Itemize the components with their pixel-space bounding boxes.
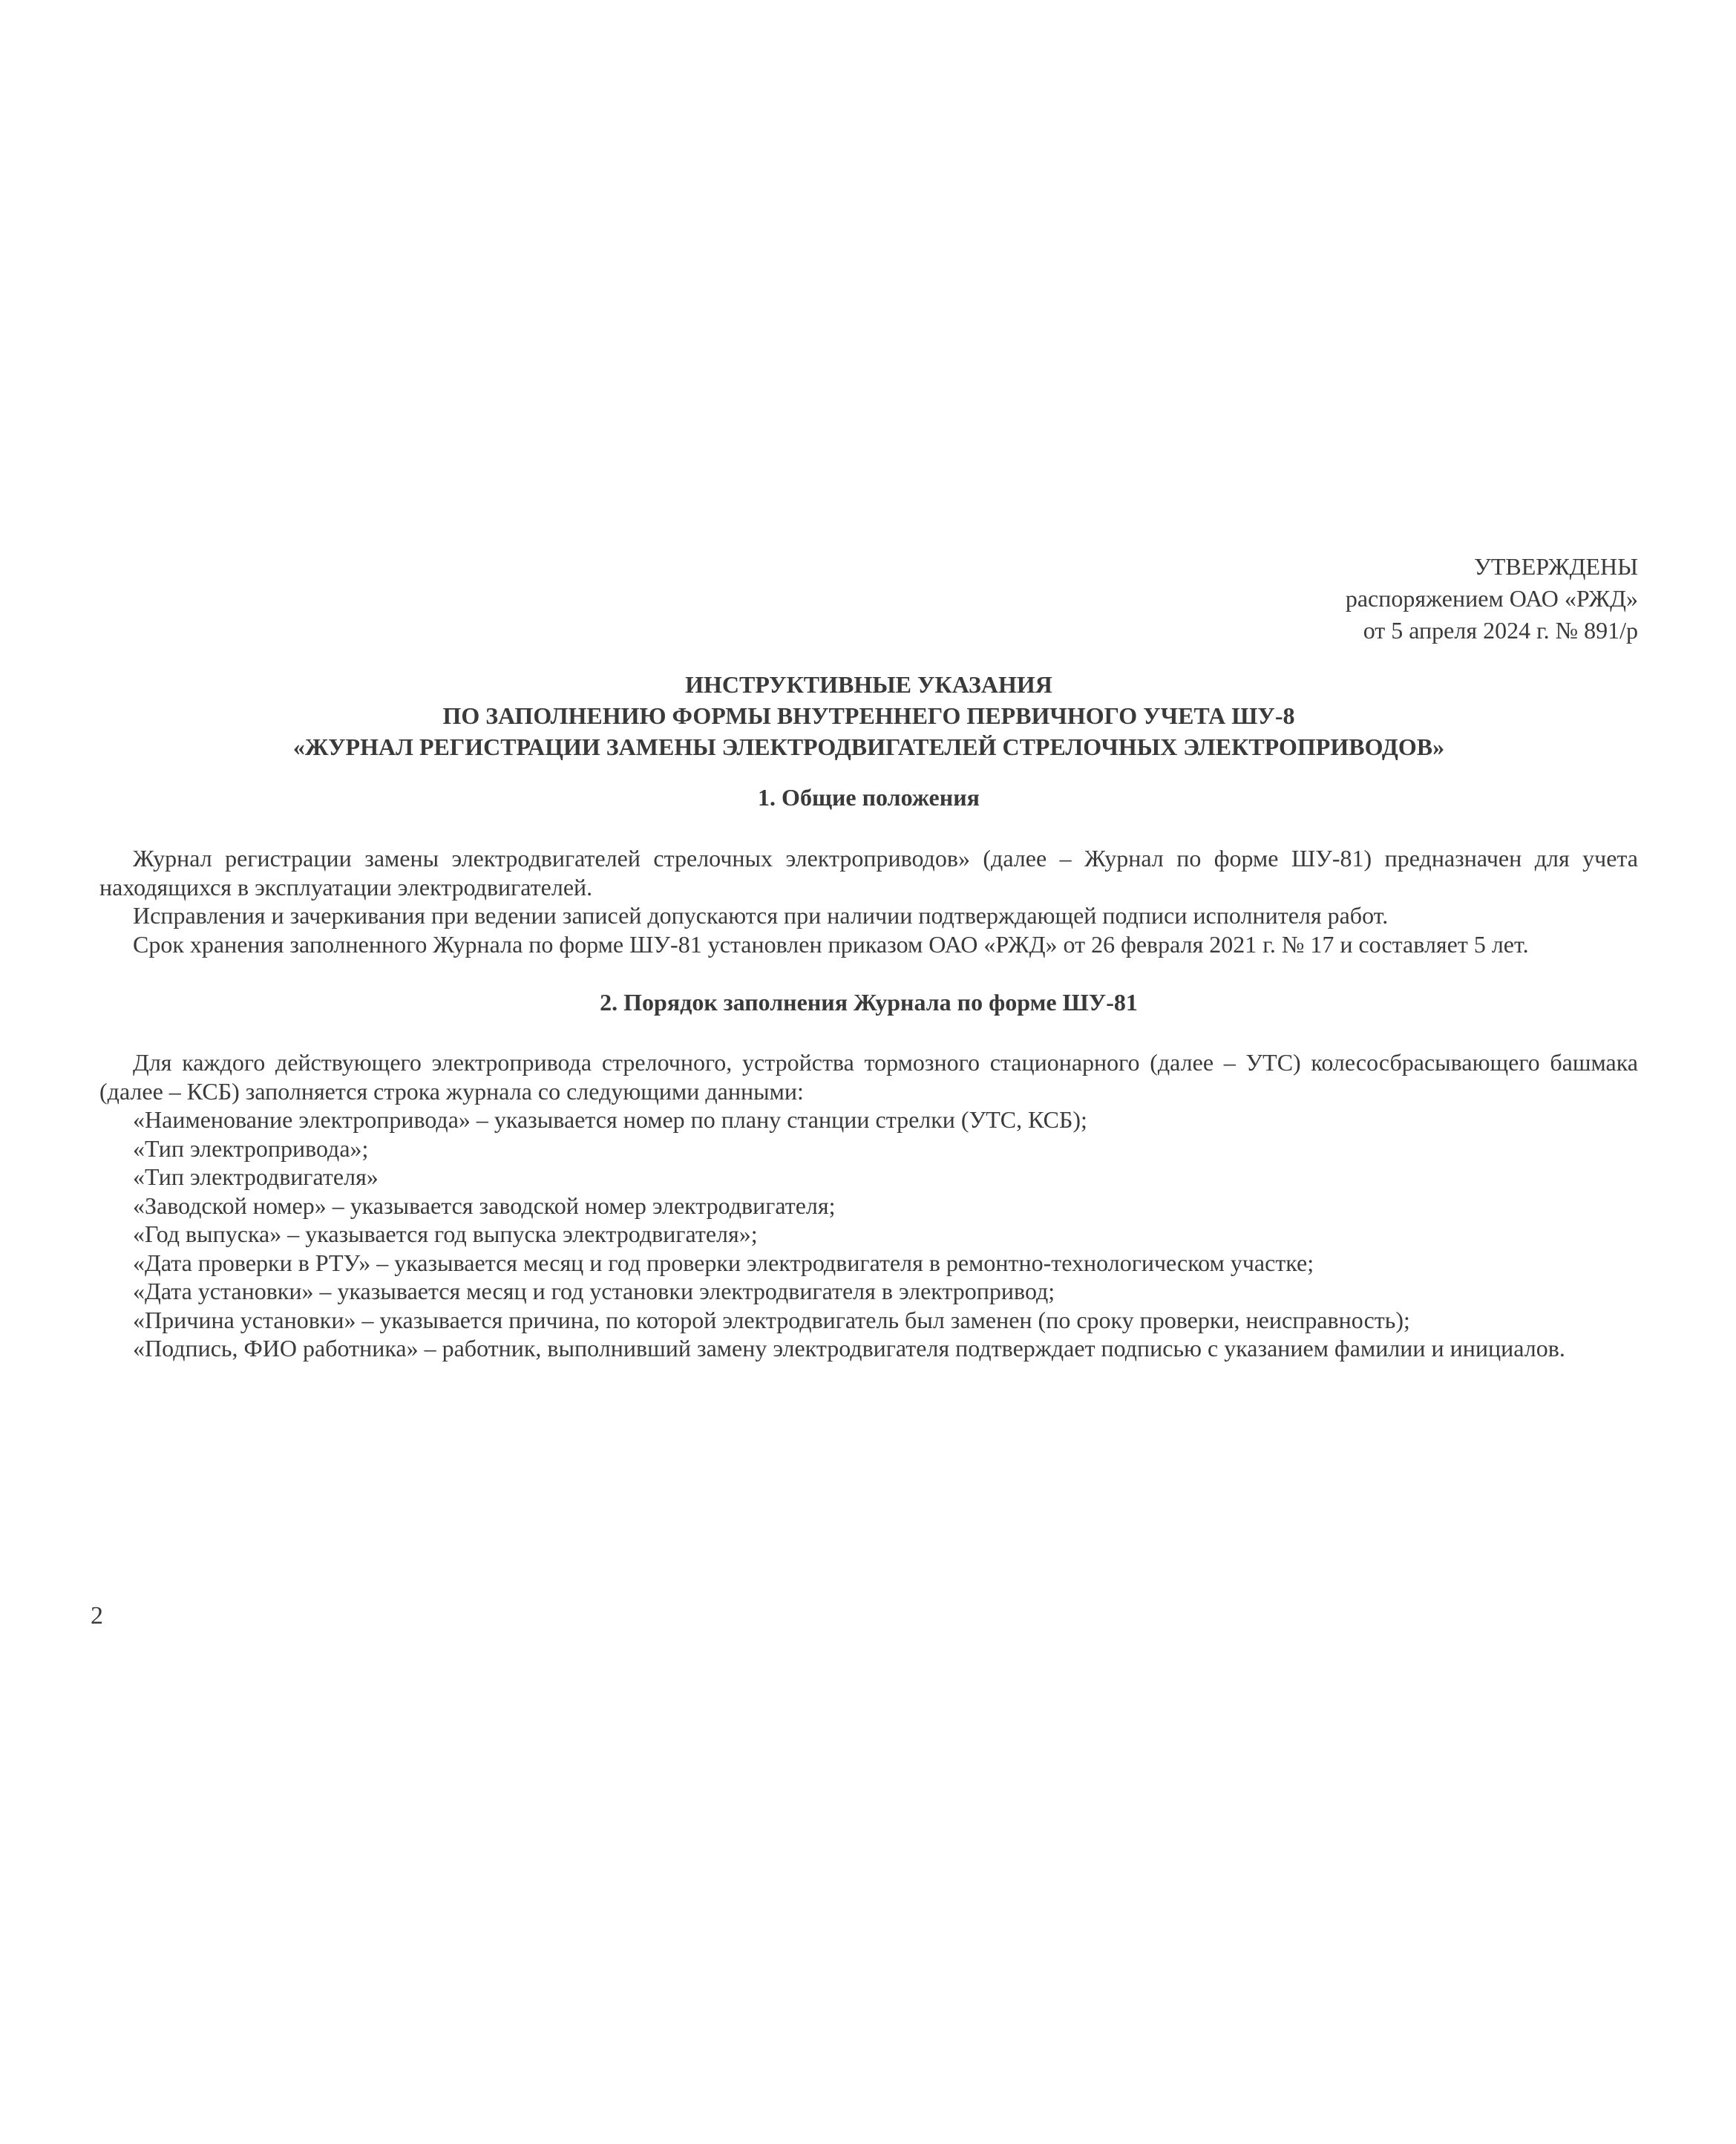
section-2-heading: 2. Порядок заполнения Журнала по форме ШУ-81 <box>600 989 1138 1016</box>
list-item: «Тип электропривода»; <box>133 1134 369 1162</box>
paragraph-line: (далее – КСБ) заполняется строка журнала со следующими данными: <box>99 1077 804 1105</box>
paragraph <box>99 1048 1638 1105</box>
list-item: «Причина установки» – указывается причина, по которой электродвигатель был заменен (по сроку проверки, неисправность); <box>133 1306 1410 1333</box>
document-title <box>99 669 1638 762</box>
page-number: 2 <box>91 1602 103 1630</box>
list-item: «Тип электродвигателя» <box>133 1163 379 1190</box>
list-item: «Заводской номер» – указывается заводской номер электродвигателя; <box>133 1192 836 1219</box>
list-item: «Год выпуска» – указывается год выпуска электродвигателя»; <box>133 1220 758 1247</box>
paragraph-line: находящихся в эксплуатации электродвигателей. <box>99 873 593 901</box>
paragraph <box>99 844 1638 901</box>
title-line: «ЖУРНАЛ РЕГИСТРАЦИИ ЗАМЕНЫ ЭЛЕКТРОДВИГАТЕЛЕЙ СТРЕЛОЧНЫХ ЭЛЕКТРОПРИВОДОВ» <box>292 733 1445 760</box>
approval-line: от 5 апреля 2024 г. № 891/р <box>1363 617 1638 644</box>
list-item: «Дата проверки в РТУ» – указывается месяц и год проверки электродвигателя в ремонтно-технологическом участке; <box>133 1249 1314 1276</box>
list-item: «Наименование электропривода» – указывается номер по плану станции стрелки (УТС, КСБ); <box>133 1106 1087 1133</box>
title-line: ИНСТРУКТИВНЫЕ УКАЗАНИЯ <box>685 671 1052 698</box>
section-2-body <box>99 1048 1638 1363</box>
list-item: «Подпись, ФИО работника» – работник, выполнивший замену электродвигателя подтверждает подписью с указанием фамилии и инициалов. <box>133 1335 1565 1362</box>
paragraph: Исправления и зачеркивания при ведении записей допускаются при наличии подтверждающей подписи исполнителя работ. <box>133 902 1389 929</box>
paragraph-line: Для каждого действующего электропривода стрелочного, устройства тормозного стационарного (далее – УТС) колесосбрасывающего башмака <box>133 1049 1638 1076</box>
list-item: «Дата установки» – указывается месяц и год установки электродвигателя в электропривод; <box>133 1278 1055 1304</box>
section-1-heading: 1. Общие положения <box>758 784 980 811</box>
approval-line: распоряжением ОАО «РЖД» <box>1345 585 1638 612</box>
paragraph: Срок хранения заполненного Журнала по форме ШУ-81 установлен приказом ОАО «РЖД» от 26 февраля 2021 г. № 17 и составляет 5 лет. <box>133 930 1529 958</box>
approval-stamp <box>99 551 1638 647</box>
section-1-body <box>99 844 1638 958</box>
paragraph-line: Журнал регистрации замены электродвигателей стрелочных электроприводов» (далее – Журнал по форме ШУ-81) предназначен для учета <box>133 845 1638 872</box>
approval-line: УТВЕРЖДЕНЫ <box>1474 553 1638 580</box>
title-line: ПО ЗАПОЛНЕНИЮ ФОРМЫ ВНУТРЕННЕГО ПЕРВИЧНОГО УЧЕТА ШУ-8 <box>442 702 1295 729</box>
